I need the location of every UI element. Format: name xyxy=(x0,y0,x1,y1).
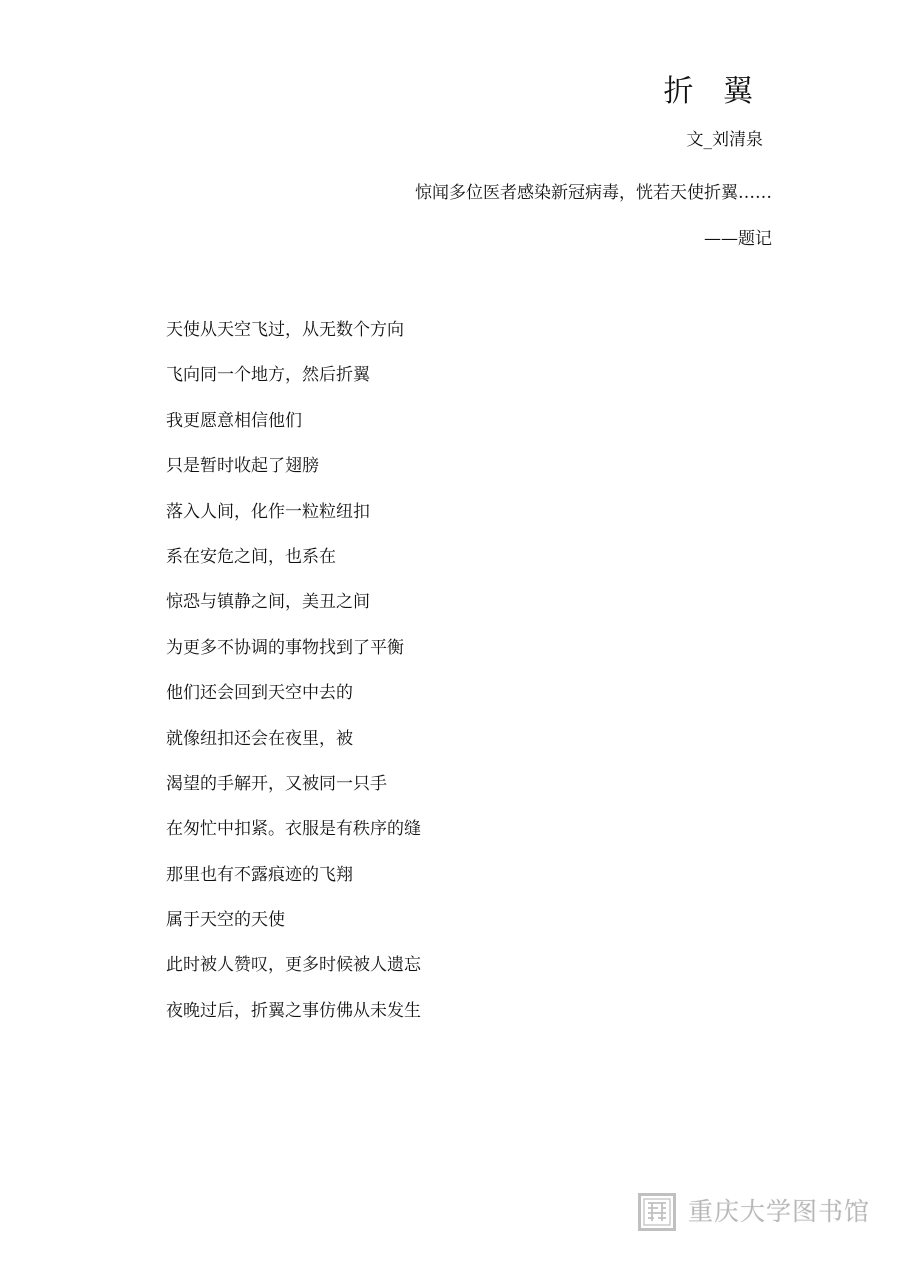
library-seal-icon xyxy=(638,1193,676,1231)
library-watermark xyxy=(638,1193,870,1231)
poem-line: 在匆忙中扣紧。衣服是有秩序的缝 xyxy=(166,819,421,840)
epigraph: 惊闻多位医者感染新冠病毒，恍若天使折翼…… xyxy=(415,183,772,203)
poem-line: 为更多不协调的事物找到了平衡 xyxy=(166,637,404,658)
poem-line: 就像纽扣还会在夜里，被 xyxy=(166,728,353,749)
poem-body xyxy=(166,318,421,1044)
poem-line: 此时被人赞叹，更多时候被人遗忘 xyxy=(166,955,421,976)
poem-line: 惊恐与镇静之间，美丑之间 xyxy=(166,592,370,613)
poem-line: 系在安危之间，也系在 xyxy=(166,546,336,567)
epigraph-source: ——题记 xyxy=(704,229,772,249)
poem-line: 他们还会回到天空中去的 xyxy=(166,683,353,704)
poem-line: 落入人间，化作一粒粒纽扣 xyxy=(166,501,370,522)
poem-title: 折 翼 xyxy=(663,74,763,109)
poem-line: 只是暂时收起了翅膀 xyxy=(166,456,319,477)
library-name: 重庆大学图书馆 xyxy=(688,1197,871,1226)
poem-line: 天使从天空飞过，从无数个方向 xyxy=(166,320,404,340)
poem-line: 我更愿意相信他们 xyxy=(166,410,302,431)
poem-line: 飞向同一个地方，然后折翼 xyxy=(166,365,370,386)
poem-line: 属于天空的天使 xyxy=(166,910,285,931)
poem-line: 渴望的手解开，又被同一只手 xyxy=(166,773,387,794)
poem-line: 夜晚过后，折翼之事仿佛从未发生 xyxy=(166,1000,421,1021)
poem-line: 那里也有不露痕迹的飞翔 xyxy=(166,864,353,885)
author-byline: 文_刘清泉 xyxy=(686,130,763,150)
